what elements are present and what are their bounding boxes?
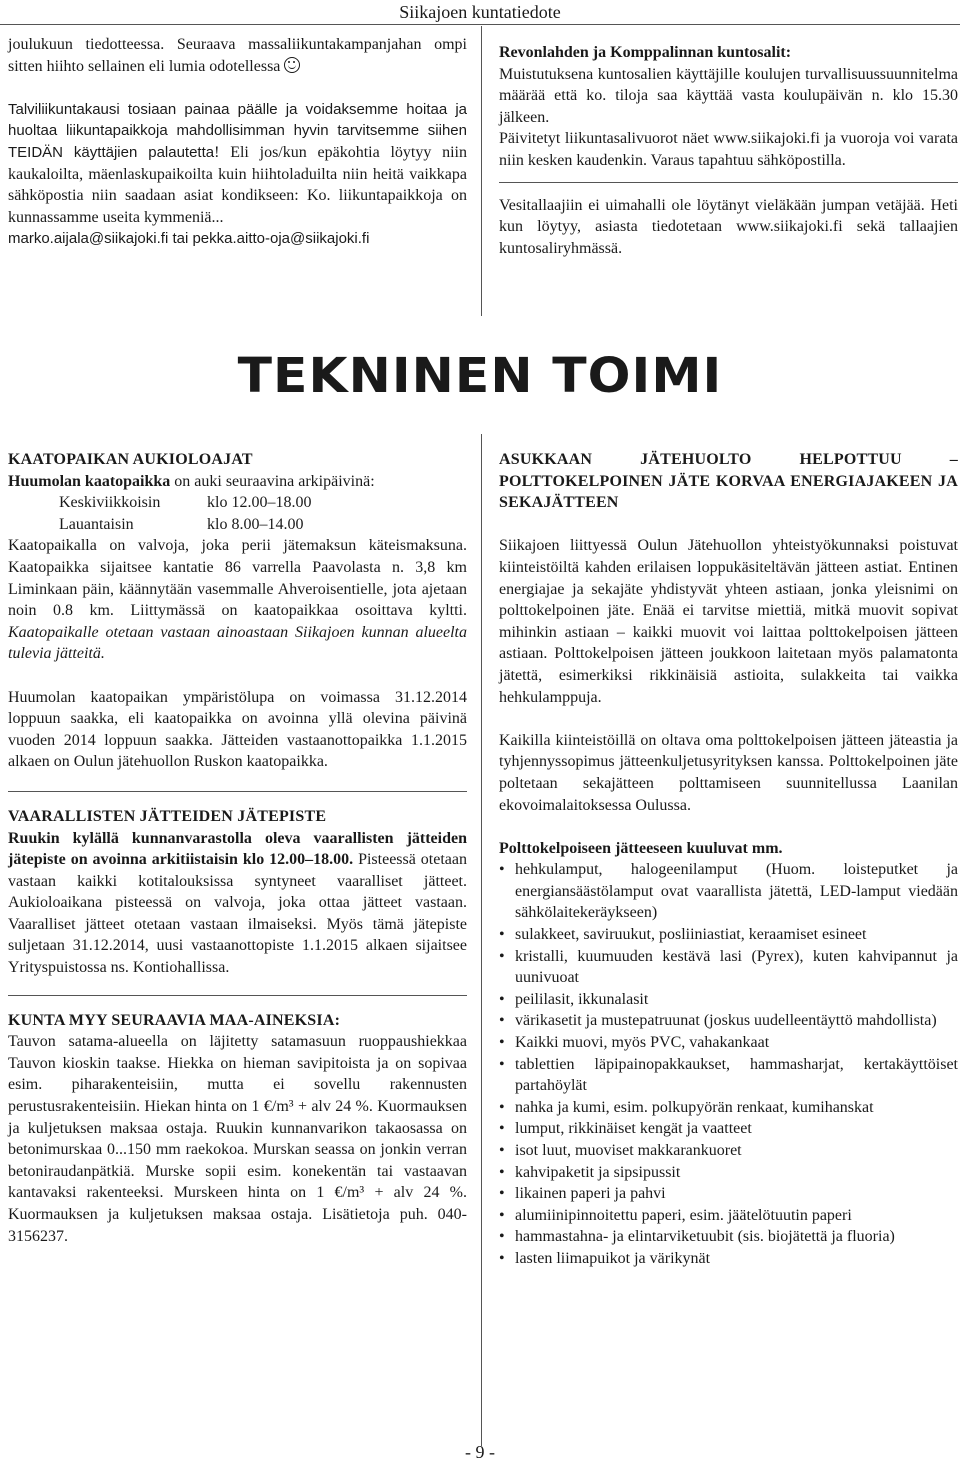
top-left-column <box>8 34 467 250</box>
hours-time: klo 12.00–18.00 <box>207 494 312 512</box>
smiley-icon <box>284 57 300 73</box>
landfill-description <box>8 535 467 665</box>
divider <box>8 791 467 792</box>
hours-time: klo 8.00–14.00 <box>207 515 304 533</box>
intro-paragraph <box>8 34 467 77</box>
intro-text: joulukuun tiedotteessa. Seuraava massaliikuntakampanjahan ompi sitten hiihto sellainen eli lumia odotellessa <box>8 36 467 75</box>
list-item: • likainen paperi ja pahvi <box>499 1183 958 1205</box>
hazardous-bold: Ruukin kylällä kunnanvarastolla oleva vaarallisten jätteiden jätepiste on avoinna arkitiistaisin klo 12.00–18.00. <box>8 829 467 869</box>
gym-schedule: Päivitetyt liikuntasalivuorot näet www.siikajoki.fi ja vuoroja voi varata niin kesken kaudenkin. Varaus tapahtuu sähköpostilla. <box>499 130 958 169</box>
header-rule <box>0 24 960 25</box>
list-item: • kahvipaketit ja sipsipussit <box>499 1162 958 1184</box>
landfill-heading: KAATOPAIKAN AUKIOLOAJAT <box>8 451 253 468</box>
feedback-text-start: Talviliikuntakausi tosiaan painaa päälle ja voidaksemme hoitaa ja huoltaa liikuntapaikkoja mahdollisimman hyvin tarvitsemme siihen TEIDÄN käyttäjien palautetta <box>8 100 467 161</box>
divider <box>8 995 467 996</box>
bottom-right-column <box>499 449 958 1270</box>
list-item: • tablettien läpipainopakkaukset, hammasharjat, kertakäyttöiset partahöylät <box>499 1054 958 1097</box>
landfill-restriction: Kaatopaikalle otetaan vastaan ainoastaan Siikajoen kunnan alueelta tulevia jätteitä. <box>8 623 467 663</box>
hazardous-text <box>8 828 467 979</box>
soil-heading: KUNTA MYY SEURAAVIA MAA-AINEKSIA: <box>8 1011 341 1029</box>
page-header <box>0 0 960 24</box>
list-item: • hammastahna- ja elintarviketuubit (sis. biojätettä ja fluoria) <box>499 1226 958 1248</box>
list-item: • lumput, rikkinäiset kengät ja vaatteet <box>499 1118 958 1140</box>
landfill-intro <box>8 471 467 493</box>
list-item: • kristalli, kuumuuden kestävä lasi (Pyrex), kuten kahvipannut ja uunivuoat <box>499 946 958 989</box>
list-item: • sulakkeet, saviruukut, posliiniastiat, keraamiset esineet <box>499 924 958 946</box>
list-item: • peililasit, ikkunalasit <box>499 989 958 1011</box>
divider <box>499 182 958 183</box>
gym-heading: Revonlahden ja Komppalinnan kuntosalit: <box>499 44 792 61</box>
list-item: • hehkulamput, halogeenilamput (Huom. loisteputket ja energiansäästölamput ovat vaarallista jätettä, LED-lamput viedään sähkölaitekeräykseen) <box>499 859 958 924</box>
section-title: TEKNINEN TOIMI <box>237 348 723 404</box>
list-item: • värikasetit ja mustepatruunat (joskus uudelleentäyttö mahdollista) <box>499 1010 958 1032</box>
column-divider-top <box>481 26 482 316</box>
waste-paragraph-1: Siikajoen liittyessä Oulun Jätehuollon yhteistyökunnaksi poistuvat kiinteistöiltä kahden erilaisen loppukäsiteltävän jätteen astiat. Entinen energiajae ja sekajäte yhdistyvät yhteen astiaan, jonka yleisnimi on polttokelpoinen jäte. Enää ei tarvitse miettiä, mitkä muovit sopivat mihinkin astiaan – kaikki muovit voi laittaa polttokelpoisen jätteen astiaan. Polttokelpoisen jätteen joukkoon laitetaan myös palamatonta jätettä, esimerkiksi rikkinäisiä astioita, sulakkeita tai vaikka hehkulamppuja. <box>499 537 958 706</box>
hazardous-rest: Pisteessä otetaan vastaan kaikki kotitalouksissa syntyneet vaaralliset jätteet. Aukioloaikana pisteessä on valvoja, joka ottaa jätteet vastaan. Vaaralliset jätteet otetaan vastaan ilmaiseksi. Myös tämä jätepiste suljetaan 31.12.2014, uusi vastaanottopiste 1.1.2015 alkaen sijaitsee Yrityspuistossa ns. Kontiohallissa. <box>8 851 467 977</box>
waste-paragraph-2: Kaikilla kiinteistöillä on oltava oma polttokelpoisen jätteen jäteastia ja tyhjennyssopimus jätteenkuljetusyrityksen kanssa. Polttokelpoinen jäte poltetaan sekajätteen polttamiseen suunnitellussa Laanilan ekovoimalaitoksessa Oulussa. <box>499 731 958 814</box>
soil-text: Tauvon satama-alueella on läjitetty satamasuun ruoppaushiekkaa Tauvon kioskin taakse. Hiekka on hieman savipitoista ja on sopivaa esim. piharakenteisiin, mutta ei sovellu rakennusten perustusrakenteisiin. Hiekan hinta on 1 €/m³ + alv 24 %. Kuormauksen ja kuljetuksen maksaa ostaja. Ruukin kunnanvarikon takaosassa on betonimurskaa 0...150 mm raekokoa. Murskan seassa on jonkin verran betoniraudanpätkiä. Murske sopii esim. konekentän tai vastaavan kantavaksi rakenteeksi. Murskeen hinta on 1 €/m³ + alv 24 %. Kuormauksen ja kuljetuksen maksaa ostaja. Lisätietoja puh. 040-3156237. <box>8 1033 467 1245</box>
hours-row <box>8 492 467 514</box>
top-right-column <box>499 42 958 259</box>
feedback-paragraph <box>8 99 467 229</box>
list-item: • nahka ja kumi, esim. polkupyörän renkaat, kumihanskat <box>499 1097 958 1119</box>
publication-title: Siikajoen kuntatiedote <box>399 2 561 22</box>
feedback-text-end: ! Eli jos/kun epäkohtia löytyy niin kaukaloilta, mäenlaskupaikoilta kuin hiihtoladuilta niin heitä vaikkapa sähköpostia niin saadaan asiat kondikseen: Ko. liikuntapaikkoja on kunnassamme useita kymmeniä... <box>8 143 467 226</box>
page-number: - 9 - <box>465 1442 495 1462</box>
column-divider-bottom <box>481 434 482 1446</box>
landfill-description-text: Kaatopaikalla on valvoja, joka perii jätemaksun käteismaksuna. Kaatopaikka sijaitsee kantatie 86 varrella Paavolasta n. 3,8 km Liminkaan päin, käännytään vasemmalle Ahveroisentielle, jota ajetaan noin 0.8 km. Liittymässä on kaatopaikkaa osoittava kyltti. <box>8 537 467 620</box>
landfill-permit: Huumolan kaatopaikan ympäristölupa on voimassa 31.12.2014 loppuun saakka, eli kaatopaikka on avoinna yllä olevina päivinä vuoden 2014 loppuun saakka. Jätteiden vastaanottopaikka 1.1.2015 alkaen on Oulun jätehuollon Ruskon kaatopaikka. <box>8 688 467 771</box>
landfill-name: Huumolan kaatopaikka <box>8 472 171 490</box>
landfill-intro-rest: on auki seuraavina arkipäivinä: <box>170 472 375 490</box>
waste-list-heading: Polttokelpoiseen jätteeseen kuuluvat mm. <box>499 839 783 857</box>
waste-list <box>499 859 958 1269</box>
list-item: • Kaikki muovi, myös PVC, vahakankaat <box>499 1032 958 1054</box>
hours-day: Lauantaisin <box>59 515 134 533</box>
list-item: • isot luut, muoviset makkarankuoret <box>499 1140 958 1162</box>
hours-row <box>8 514 467 536</box>
water-gym-notice: Vesitallaajiin ei uimahalli ole löytänyt vieläkään jumpan vetäjää. Heti kun löytyy, asiasta tiedotetaan www.siikajoki.fi sekä tallaajien kuntosaliryhmässä. <box>499 196 958 257</box>
hours-day: Keskiviikkoisin <box>59 494 161 512</box>
list-item: • lasten liimapuikot ja värikynät <box>499 1248 958 1270</box>
list-item: • alumiinipinnoitettu paperi, esim. jäätelötuutin paperi <box>499 1205 958 1227</box>
hazardous-heading: VAARALLISTEN JÄTTEIDEN JÄTEPISTE <box>8 807 327 825</box>
bottom-left-column <box>8 449 467 1247</box>
contact-emails: marko.aijala@siikajoki.fi tai pekka.aitto-oja@siikajoki.fi <box>8 230 370 248</box>
gym-notice: Muistutuksena kuntosalien käyttäjille koulujen turvallisuussuunnitelma määrää että ko. tiloja saa käyttää vasta koulupäivän n. klo 15.30 jälkeen. <box>499 65 958 126</box>
waste-heading: ASUKKAAN JÄTEHUOLTO HELPOTTUU – POLTTOKELPOINEN JÄTE KORVAA ENERGIAJAKEEN JA SEKAJÄTTEEN <box>499 451 958 512</box>
